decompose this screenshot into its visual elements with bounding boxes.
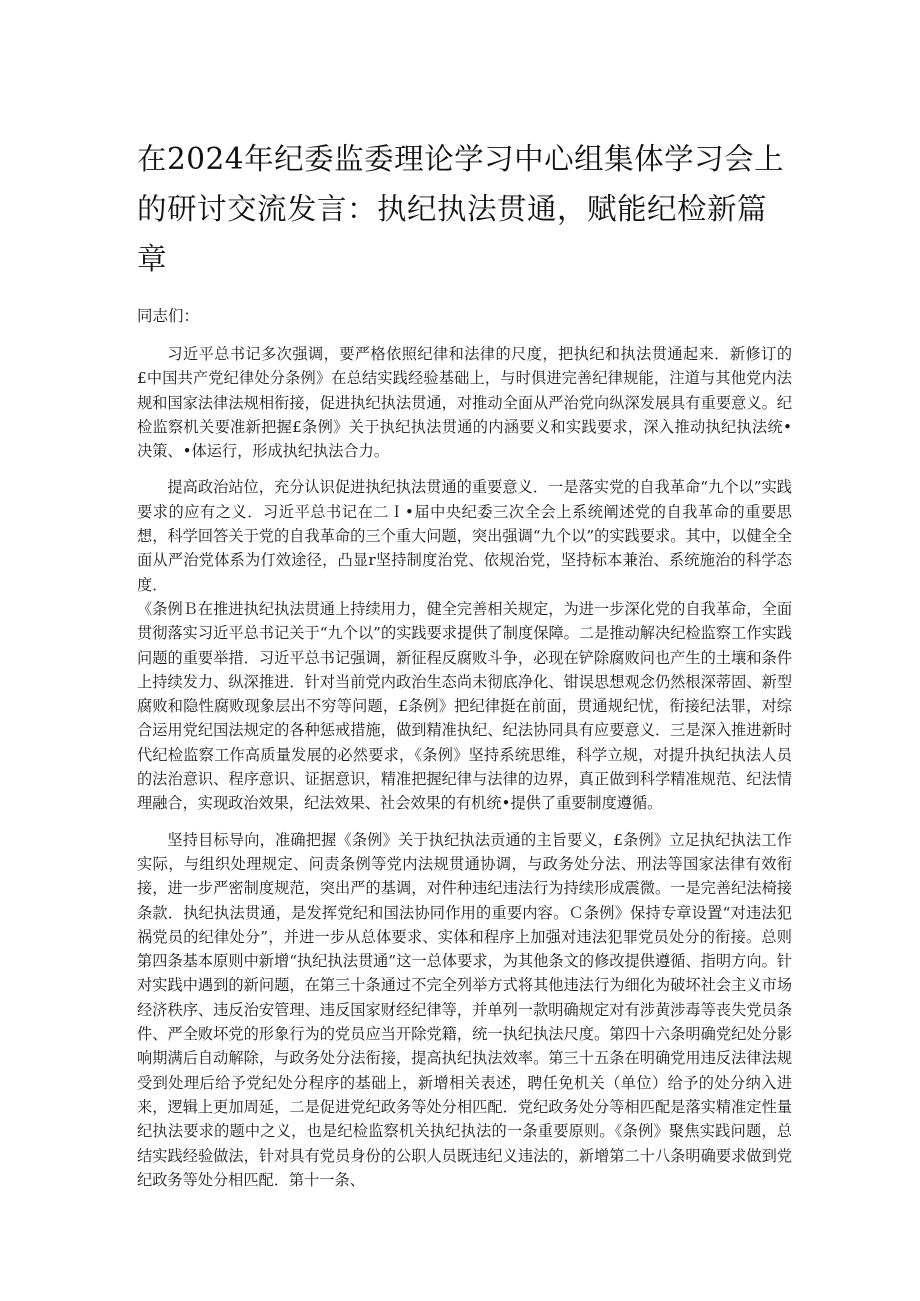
document-page [137, 134, 792, 1204]
salutation: 同志们： [137, 307, 200, 325]
paragraph-2: 提高政治站位，充分认识促进执纪执法贯通的重要意义．一是落实党的自我革命“九个以”实践要求的应有之义．习近平总书记在二Ｉ•届中央纪委三次全会上系统阐述党的自我革命的重要思想，科学回答关于党的自我革命的三个重大问题，突出强调“九个以”的实践要求。其中，以健全全面从严治党体系为仃效途径，凸显r坚持制度治党、依规治党，坚持标本兼治、系统施治的科学态度． [137, 478, 792, 594]
paragraph-4: 坚持目标导向，准确把握《条例》关于执纪执法贡通的主旨要义，£条例》立足执纪执法工作实际，与组织处理规定、问责条例等党内法规贯通协调，与政务处分法、刑法等国家法律有效衔接，进一步严密制度规范，突出严的基调，对件种违纪违法行为持续形成震微。一是完善纪法椅接条款．执纪执法贯通，是发挥党纪和国法协同作用的重要内容。Ｃ条例》保持专章设置“对违法犯祸党员的纪律处分”，并进一步从总体要求、实体和程序上加强对违法犯罪党员处分的衔接。总则第四条基本原则中新增“执纪执法贯通”这一总体要求，为其他条文的修改提供遵循、指明方向。针对实践中遇到的新问题，在第三十条通过不完全列举方式将其他违法行为细化为破坏社会主义市场经济秩序、违反治安管理、违反国家财经纪律等，并单列一款明确规定对有涉黄涉毒等丧失党员条件、严全败坏党的形象行为的党员应当开除党籍，统一执纪执法尺度。第四十六条明确党纪处分影响期满后自动解除，与政务处分法衔接，提高执纪执法效率。第三十五条在明确党用违反法律法规受到处理后给予党纪处分程序的基础上，新增相关表述，聘任免机关（单位）给予的处分纳入进来，逻辑上更加周延，二是促进党纪政务等处分相匹配．党纪政务处分等相匹配是落实精准定性量纪执法要求的题中之义，也是纪检监察机关执纪执法的一条重要原则。《条例》聚焦实践问题，总结实践经验做法，针对具有党员身份的公职人员既违纪义违法的，新增第二十八条明确要求做到党纪政务等处分相匹配．第十一条、 [137, 830, 792, 1189]
paragraph-1: 习近平总书记多次强调，要严格依照纪律和法律的尺度，把执纪和执法贯通起来．新修订的£中国共产党纪律处分条例》在总结实践经验基础上，与时俱进完善纪律规能，注道与其他党内法规和国家法律法规相衔接，促进执纪执法贯通，对推动全面从严治党向纵深发展具有重要意义。纪检监察机关要准新把握£条例》关于执纪执法贯通的内涵要义和实践要求，深入推动执纪执法统•决策、•体运行，形成执纪执法合力。 [137, 345, 792, 461]
document-title: 在2024年纪委监委理论学习中心组集体学习会上的研讨交流发言：执纪执法贯通，赋能纪检新篇章 [137, 142, 785, 276]
paragraph-3: 《条例Ｂ在推进执纪执法贯通上持续用力，健全完善相关规定，为进一步深化党的自我革命，全面贯彻落实习近平总书记关于“九个以”的实践要求提供了制度保障。二是推动解决纪检监察工作实践问题的重要举措．习近平总书记强调，新征程反腐败斗争，必现在铲除腐败问也产生的土壤和条件上持续发力、纵深推进．针对当前党内政治生态尚未彻底净化、钳误思想观念仍然根深蒂固、新型腐败和隐性腐败现象层出不穷等问题，£条例》把纪律挺在前面，贯通规纪忧，衔接纪法罪，对综合运用党纪国法规定的各种惩戒措施，做到精准执纪、纪法协同具有应要意义．三是深入推进新时代纪检监察工作高质量发展的必然要求，《条例》坚持系统思维，科学立规，对提升执纪执法人员的法治意识、程序意识、证据意识，精准把握纪律与法律的边界，真正做到科学精准规范、纪法情理融合，实现政治效果，纪法效果、社会效果的有机统•提供了重要制度遵循。 [137, 599, 792, 813]
